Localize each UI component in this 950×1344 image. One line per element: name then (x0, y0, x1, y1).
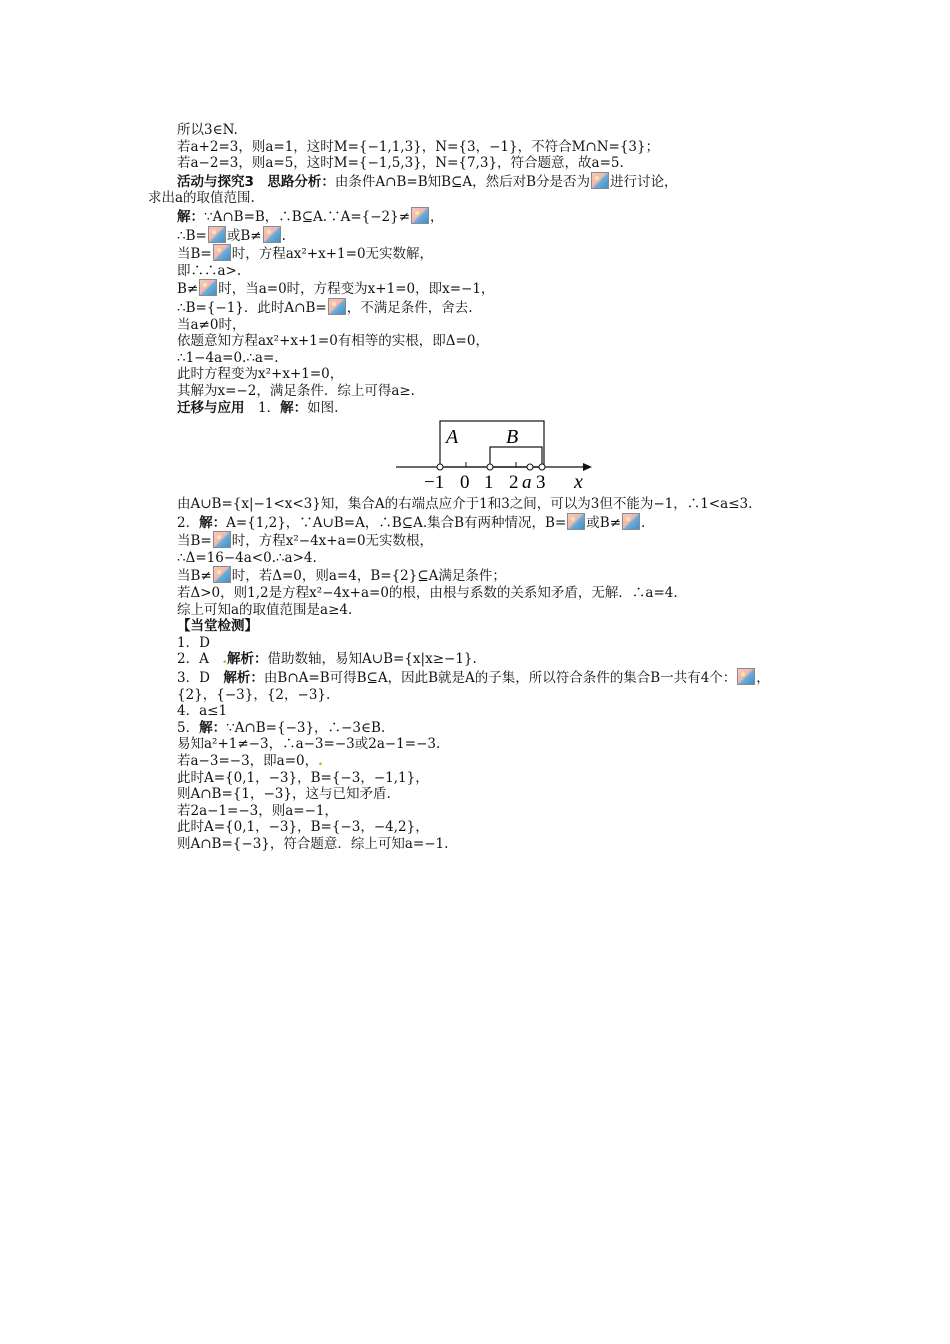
line (148, 172, 808, 191)
axis-label: x (574, 471, 583, 493)
point-1 (487, 464, 493, 470)
line: ∴1−4a=0.∴a=. (177, 349, 279, 366)
point-minus1 (437, 464, 443, 470)
text: 由条件A∩B=B知B⊆A，然后对B分是否为 (334, 173, 591, 190)
line (148, 279, 808, 298)
tick-label: 3 (536, 472, 546, 493)
line: 易知a²+1≠−3，∴a−3=−3或2a−1=−3. (177, 736, 441, 753)
image-placeholder-icon (213, 244, 231, 261)
text: 2． (177, 514, 200, 531)
number-line-diagram (394, 418, 594, 492)
solution-label: 解： (199, 719, 227, 736)
line: 若a+2=3，则a=1，这时M={−1,1,3}，N={3，−1}，不符合M∩N={3}； (177, 138, 660, 155)
line: 1．D (177, 634, 210, 651)
image-placeholder-icon (411, 207, 429, 224)
line: 若a−2=3，则a=5，这时M={−1,5,3}，N={7,3}，符合题意，故a=5. (177, 155, 624, 172)
text: 借助数轴，易知A∪B={x|x≥−1}. (267, 651, 477, 668)
text: 若a−3=−3，即a=0， (177, 753, 319, 769)
tick-label: 0 (460, 472, 470, 493)
text: ∵A∩B={−3}，∴−3∈B. (226, 719, 386, 736)
line: 综上可知a的取值范围是a≥4. (177, 601, 353, 618)
text: 时，方程x²−4x+a=0无实数根， (231, 533, 434, 550)
text: ∴B={−1}．此时A∩B= (177, 299, 327, 316)
analysis-label: 解析： (223, 670, 264, 687)
line (148, 651, 808, 668)
marker-dot: . (318, 753, 323, 769)
line: 此时方程变为x²+x+1=0， (177, 366, 344, 383)
section-heading: 迁移与应用 (177, 399, 245, 416)
line (148, 753, 808, 770)
line: 由A∪B={x|−1<x<3}知，集合A的右端点应介于1和3之间，可以为3但不能为−1，∴1<a≤3. (177, 496, 753, 513)
line (148, 668, 808, 703)
text: ∵A∩B=B，∴B⊆A.∵A={−2}≠ (204, 208, 411, 225)
marker-dot: . (222, 651, 228, 668)
solution-text (148, 122, 808, 853)
text: ，{2}，{−3}，{2，−3}. (177, 670, 770, 703)
line: 若Δ>0，则1,2是方程x²−4x+a=0的根，由根与系数的关系知矛盾，无解．∴a=4. (177, 585, 678, 602)
image-placeholder-icon (208, 226, 226, 243)
image-placeholder-icon (567, 513, 585, 530)
image-placeholder-icon (328, 298, 346, 315)
text: 3．D (177, 670, 210, 687)
line: 依题意知方程ax²+x+1=0有相等的实根，即Δ=0， (177, 333, 489, 350)
line (148, 226, 808, 245)
label-b: B (506, 426, 519, 449)
image-placeholder-icon (213, 566, 231, 583)
solution-label: 解： (199, 514, 227, 531)
tick-label: 2 (509, 472, 519, 493)
text: 由B∩A=B可得B⊆A，因此B就是A的子集，所以符合条件的集合B一共有4个： (263, 670, 737, 687)
line: 此时A={0,1，−3}，B={−3，−1,1}， (177, 769, 429, 786)
line (148, 207, 808, 226)
line (148, 531, 808, 550)
line (148, 513, 808, 532)
image-placeholder-icon (737, 668, 755, 685)
line: 4．a≤1 (177, 703, 228, 720)
text: 时，方程ax²+x+1=0无实数解， (231, 246, 434, 263)
text: 当B≠ (177, 568, 212, 585)
text: ， (430, 208, 444, 225)
tick-label: a (522, 472, 532, 493)
line: 当a≠0时， (177, 316, 246, 333)
text: 当B= (177, 246, 212, 263)
point-a (527, 464, 533, 470)
line (148, 566, 808, 585)
section-heading: 活动与探究3 思路分析： (177, 173, 335, 190)
line: 若2a−1=−3，则a=−1， (177, 802, 339, 819)
solution-label: 解： (280, 399, 308, 416)
analysis-label: 解析： (227, 651, 268, 668)
text: 当B= (177, 533, 212, 550)
text: 进行讨论， (610, 173, 678, 190)
line (148, 720, 808, 737)
text: 或B≠ (226, 227, 262, 244)
text: 1． (244, 399, 281, 416)
text: 或B≠ (586, 514, 622, 531)
text: ，不满足条件，舍去. (346, 299, 473, 316)
image-placeholder-icon (199, 279, 217, 296)
line: 即∴∴a>. (177, 262, 242, 279)
line: 其解为x=−2，满足条件．综上可得a≥. (177, 382, 415, 399)
image-placeholder-icon (591, 172, 609, 189)
image-placeholder-icon (213, 531, 231, 548)
point-3 (539, 464, 545, 470)
line: 所以3∈N. (177, 122, 238, 138)
text: ∴B= (177, 227, 207, 244)
solution-label: 解： (177, 208, 204, 225)
tick-label: 1 (484, 472, 494, 493)
text: B≠ (177, 281, 199, 298)
line: ∴Δ=16−4a<0.∴a>4. (177, 549, 317, 566)
text: 2．A (177, 651, 209, 668)
tick-label: −1 (424, 472, 445, 493)
line: 则A∩B={1，−3}，这与已知矛盾. (177, 786, 391, 803)
text: 时，若Δ=0，则a=4，B={2}⊆A满足条件； (231, 568, 506, 585)
line (148, 244, 808, 263)
image-placeholder-icon (263, 226, 281, 243)
line (148, 400, 808, 417)
text: . (281, 227, 286, 244)
section-heading: 【当堂检测】 (177, 618, 258, 635)
text: 时，当a=0时，方程变为x+1=0，即x=−1， (218, 281, 495, 298)
line (148, 298, 808, 317)
axis-arrow (583, 463, 592, 471)
text: . (641, 514, 646, 531)
text: A={1,2}，∵A∪B=A，∴B⊆A.集合B有两种情况，B= (226, 514, 567, 531)
line: 此时A={0,1，−3}，B={−3，−4,2}， (177, 819, 429, 836)
text: 5． (177, 719, 200, 736)
label-a: A (446, 426, 459, 449)
line: 求出a的取值范围. (148, 190, 255, 207)
line: 则A∩B={−3}，符合题意．综上可知a=−1. (177, 835, 449, 852)
text: 如图. (307, 399, 339, 416)
image-placeholder-icon (622, 513, 640, 530)
